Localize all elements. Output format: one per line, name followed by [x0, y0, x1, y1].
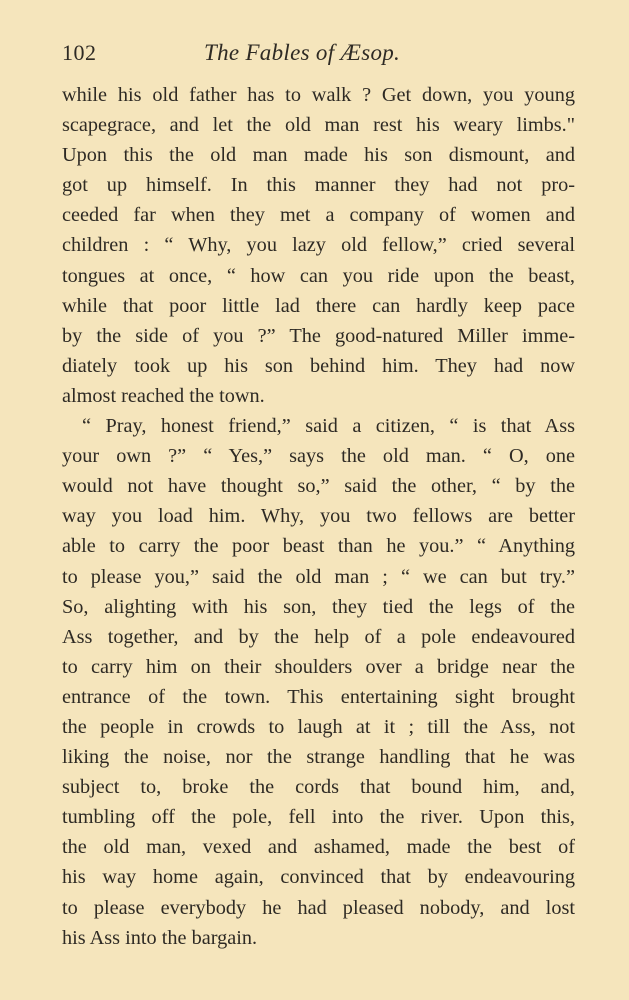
text-line: way you load him. Why, you two fellows are better — [62, 505, 575, 528]
text-line: subject to, broke the cords that bound him, and, — [62, 776, 575, 799]
page-number: 102 — [62, 40, 97, 65]
paragraph-1 — [62, 80, 575, 411]
text-line: to please you,” said the old man ; “ we can but try.” — [62, 565, 575, 588]
text-line: his Ass into the bargain. — [62, 926, 258, 949]
text-line: tumbling off the pole, fell into the river. Upon this, — [62, 806, 575, 829]
text-line: while his old father has to walk ? Get down, you young — [62, 84, 575, 106]
text-line: got up himself. In this manner they had not pro- — [62, 174, 575, 197]
text-line: “ Pray, honest friend,” said a citizen, “ is that Ass — [82, 415, 575, 438]
text-line: by the side of you ?” The good-natured Miller imme- — [62, 324, 575, 347]
text-line: ceeded far when they met a company of women and — [62, 204, 575, 227]
text-line: while that poor little lad there can hardly keep pace — [62, 294, 575, 317]
text-line: entrance of the town. This entertaining sight brought — [62, 685, 575, 708]
text-line: diately took up his son behind him. They had now — [62, 354, 575, 377]
text-line: to carry him on their shoulders over a bridge near the — [62, 655, 575, 678]
text-line: children : “ Why, you lazy old fellow,” cried several — [62, 234, 575, 257]
text-line: So, alighting with his son, they tied the legs of the — [62, 595, 575, 618]
body-text — [62, 80, 575, 953]
page-header — [62, 40, 574, 74]
text-line: Upon this the old man made his son dismount, and — [62, 144, 575, 167]
text-line: the old man, vexed and ashamed, made the best of — [62, 836, 575, 859]
running-title: The Fables of Æsop. — [204, 40, 401, 65]
paragraph-2 — [62, 411, 575, 953]
text-line: to please everybody he had pleased nobody, and lost — [62, 896, 575, 919]
text-line: able to carry the poor beast than he you.” “ Anything — [62, 535, 575, 558]
text-line: the people in crowds to laugh at it ; till the Ass, not — [62, 715, 575, 738]
text-line: your own ?” “ Yes,” says the old man. “ O, one — [62, 445, 575, 468]
text-line: almost reached the town. — [62, 384, 265, 407]
text-line: tongues at once, “ how can you ride upon the beast, — [62, 264, 575, 287]
text-line: liking the noise, nor the strange handling that he was — [62, 746, 575, 769]
text-line: scapegrace, and let the old man rest his weary limbs." — [62, 114, 575, 137]
text-line: would not have thought so,” said the other, “ by the — [62, 475, 575, 498]
text-line: Ass together, and by the help of a pole endeavoured — [62, 625, 575, 648]
text-line: his way home again, convinced that by endeavouring — [62, 866, 575, 889]
